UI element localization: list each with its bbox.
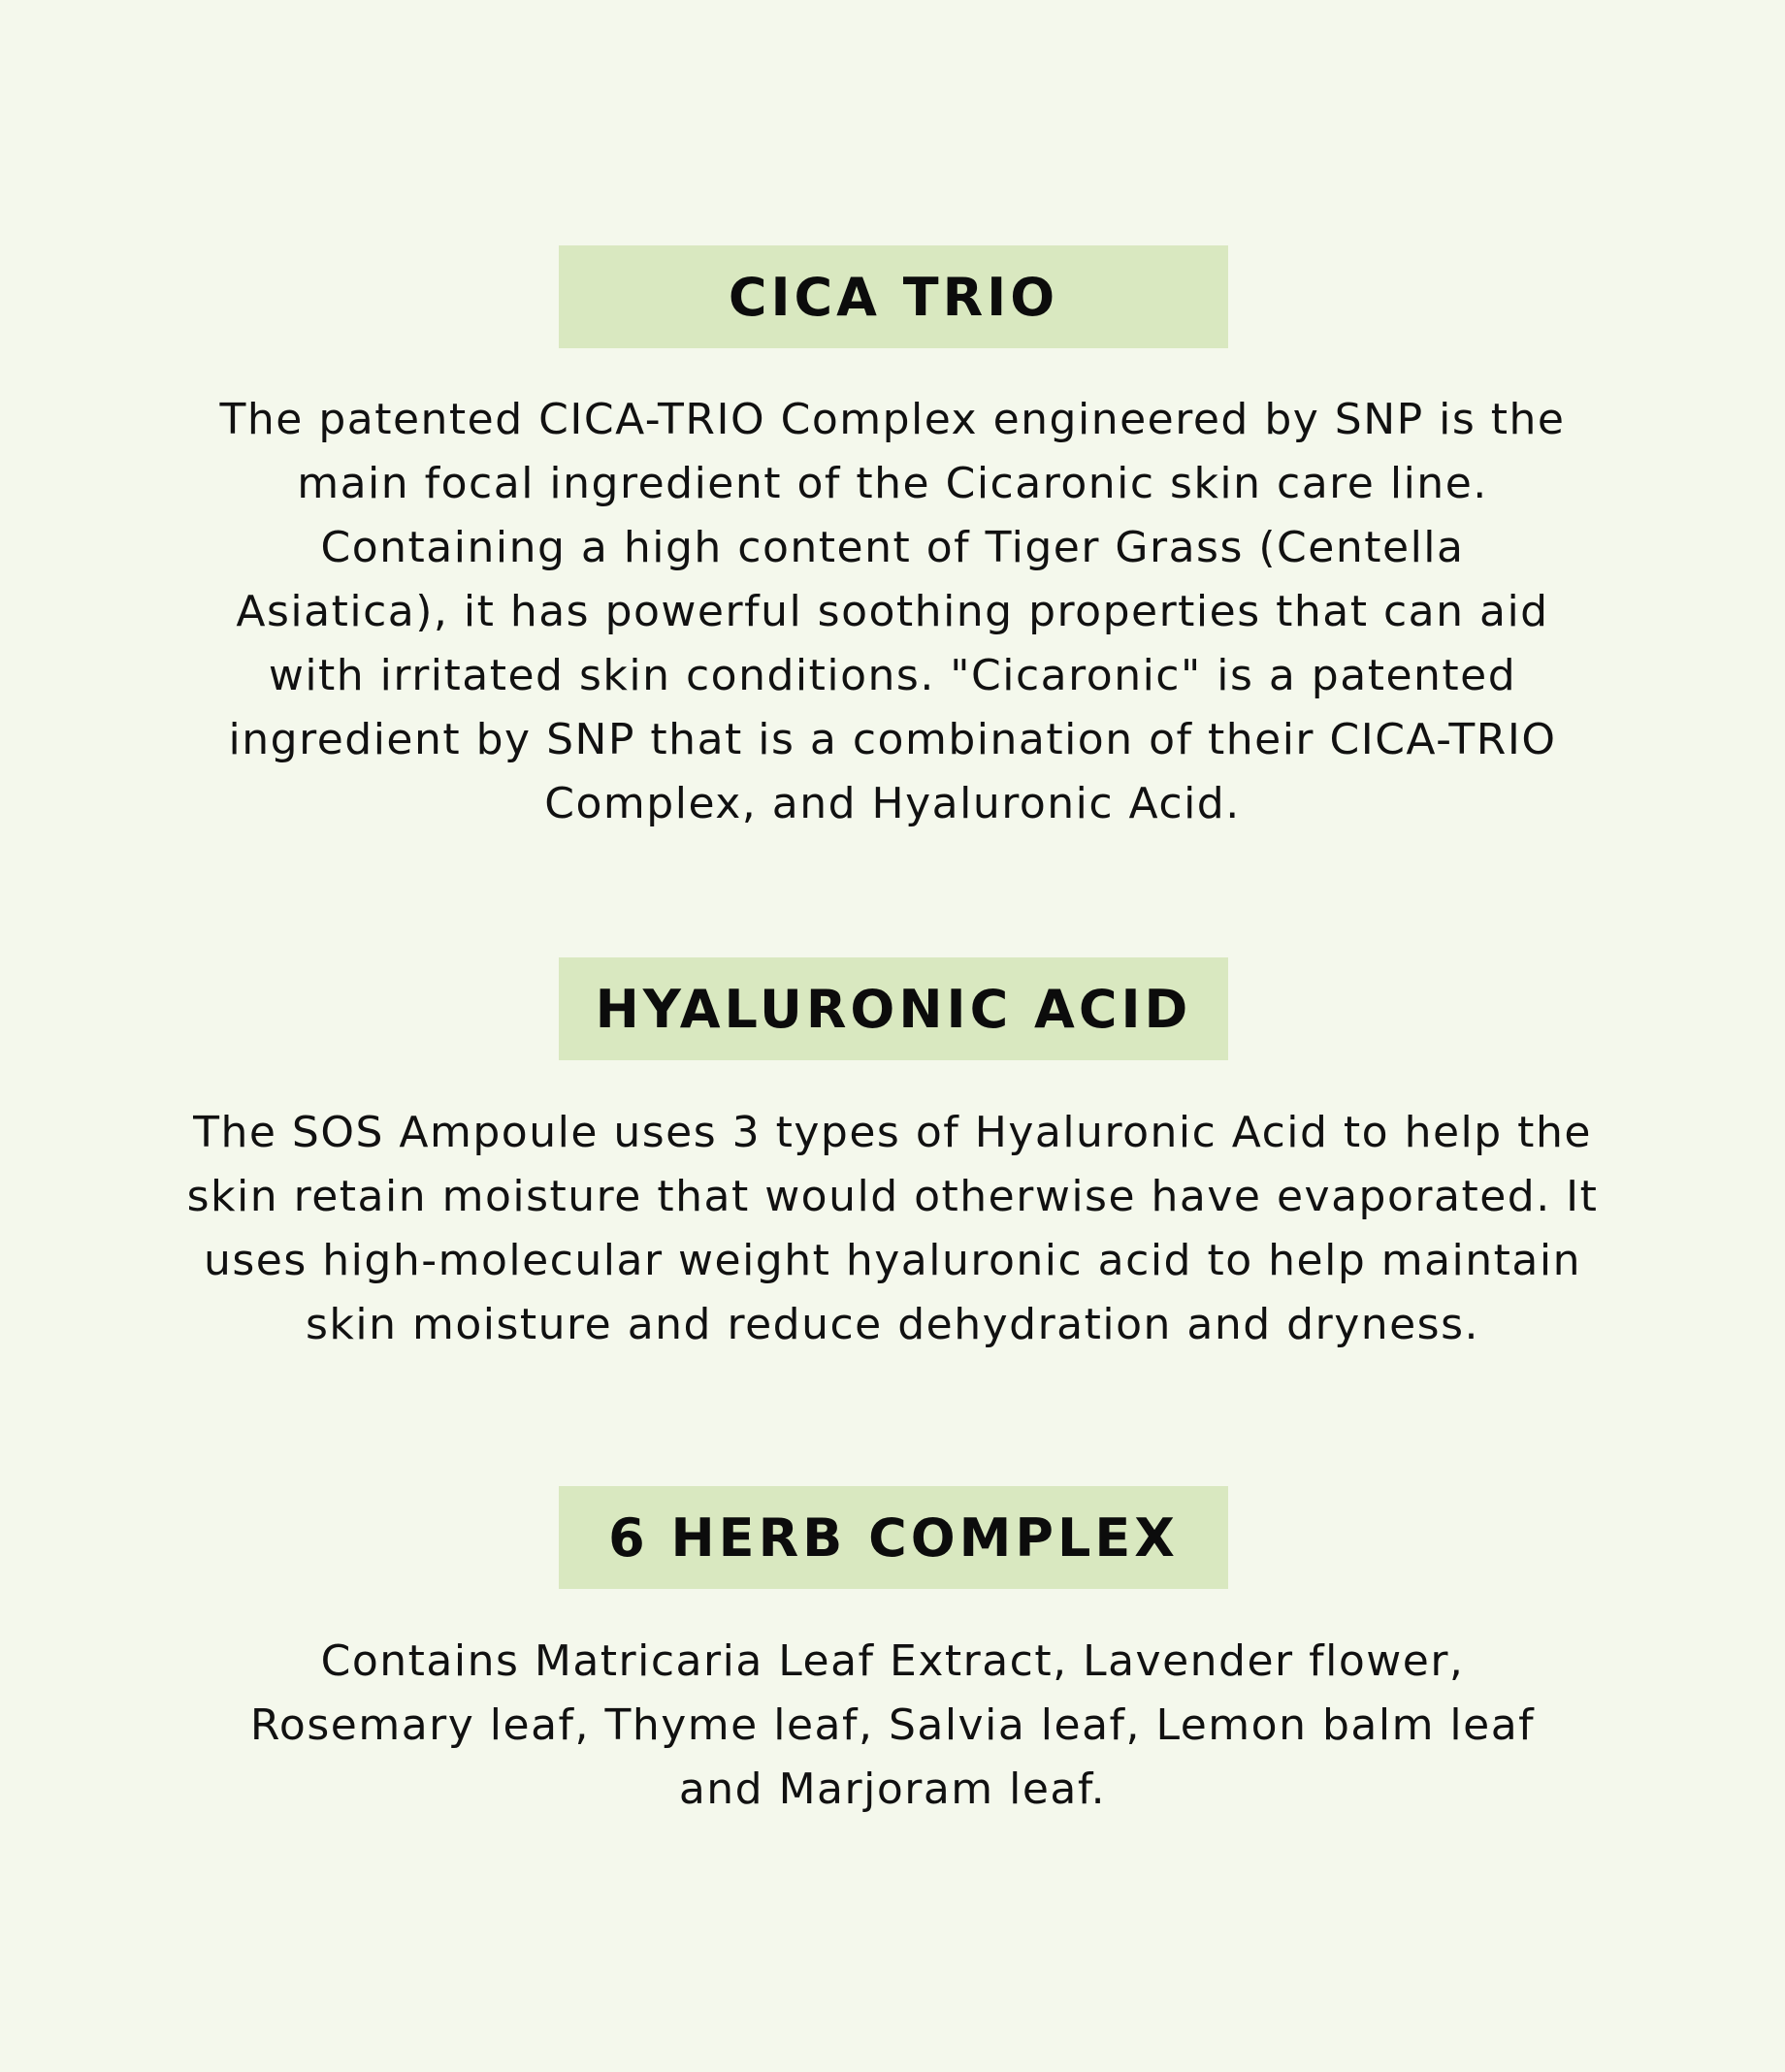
description-line: ingredient by SNP that is a combination of their CICA-TRIO [228,715,1557,764]
description-line: Contains Matricaria Leaf Extract, Lavender flower, [320,1636,1465,1686]
section-description [116,1101,1669,1357]
description-line: main focal ingredient of the Cicaronic skin care line. [297,459,1488,508]
description-line: uses high-molecular weight hyaluronic acid to help maintain [204,1236,1581,1285]
description-line: with irritated skin conditions. "Cicaronic" is a patented [268,651,1517,700]
description-line: The patented CICA-TRIO Complex engineered by SNP is the [219,395,1566,444]
description-line: Asiatica), it has powerful soothing properties that can aid [236,587,1549,636]
description-line: The SOS Ampoule uses 3 types of Hyaluronic Acid to help the [193,1108,1592,1157]
section-title: CICA TRIO [728,266,1059,328]
description-line: and Marjoram leaf. [678,1764,1107,1814]
description-line: Rosemary leaf, Thyme leaf, Salvia leaf, Lemon balm leaf [249,1700,1536,1750]
description-line: Complex, and Hyaluronic Acid. [544,779,1241,828]
section-description [116,1630,1669,1822]
section-title-badge [559,245,1228,348]
description-line: Containing a high content of Tiger Grass (Centella [320,523,1465,572]
section-description [116,388,1669,836]
description-line: skin retain moisture that would otherwise have evaporated. It [186,1172,1599,1221]
section-title-badge [559,957,1228,1060]
section-title: 6 HERB COMPLEX [608,1506,1179,1569]
section-title: HYALURONIC ACID [595,978,1192,1040]
description-line: skin moisture and reduce dehydration and dryness. [305,1300,1480,1349]
section-title-badge [559,1486,1228,1589]
